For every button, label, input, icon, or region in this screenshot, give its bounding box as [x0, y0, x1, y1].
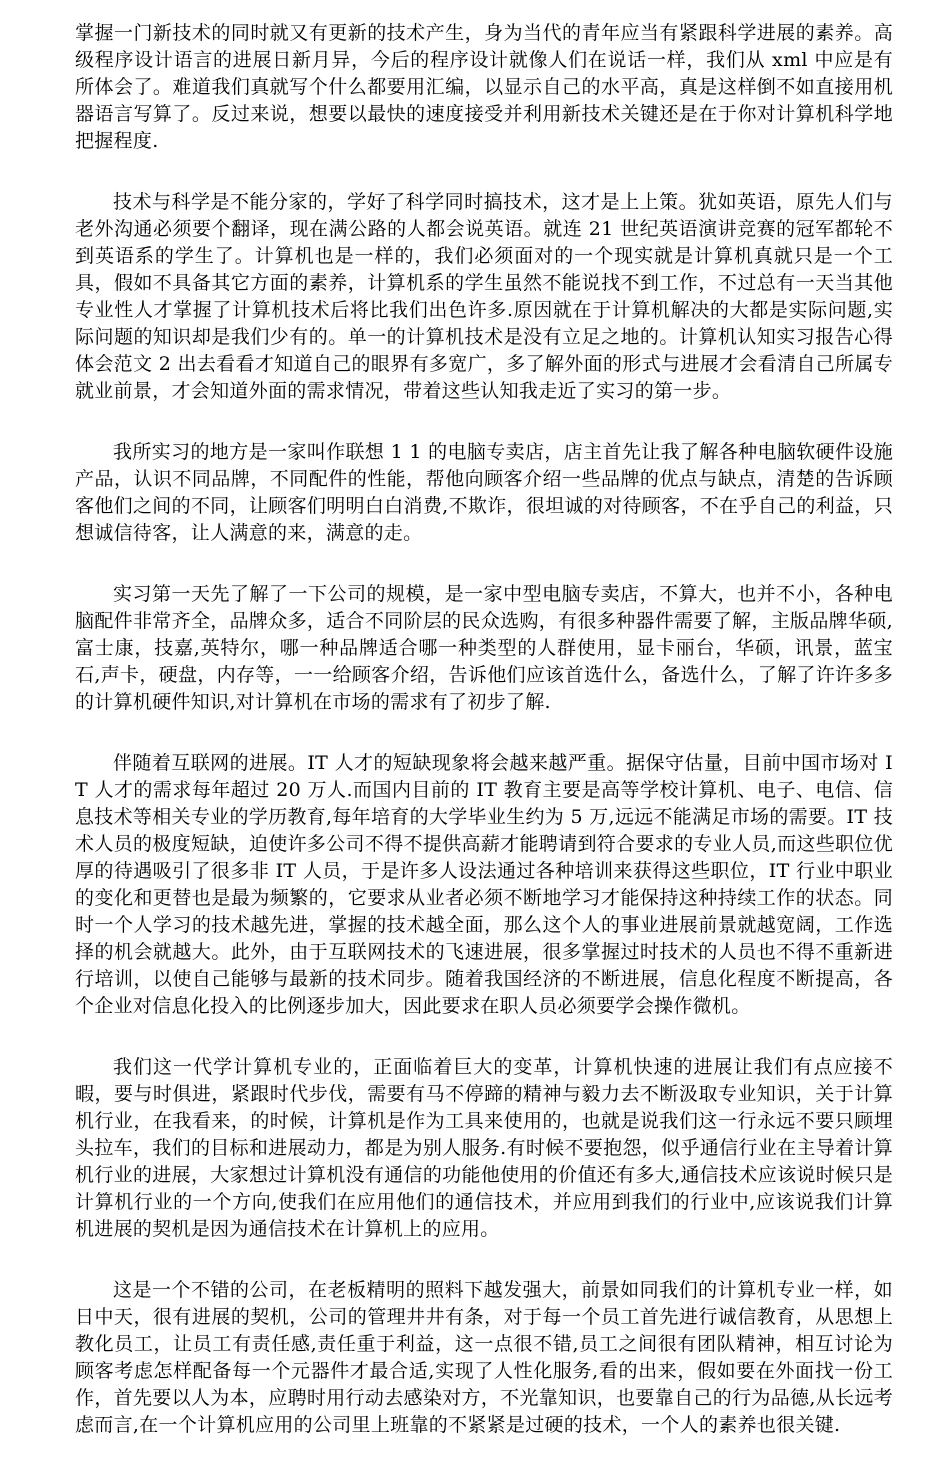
paragraph: 我们这一代学计算机专业的，正面临着巨大的变革，计算机快速的进展让我们有点应接不暇，要与时俱进，紧跟时代步伐，需要有马不停蹄的精神与毅力去不断汲取专业知识，关于计算机行业，在我看来，的时候，计算机是作为工具来使用的，也就是说我们这一行永远不要只顾埋头拉车，我们的目标和进展动力，都是为别人服务.有时候不要抱怨，似乎通信行业在主导着计算机行业的进展，大家想过计算机没有通信的功能他使用的价值还有多大,通信技术应该说时候只是计算机行业的一个方向,使我们在应用他们的通信技术，并应用到我们的行业中,应该说我们计算机进展的契机是因为通信技术在计算机上的应用。 — [75, 1056, 893, 1240]
document-page — [75, 20, 893, 1473]
paragraph: 技术与科学是不能分家的，学好了科学同时搞技术，这才是上上策。犹如英语，原先人们与老外沟通必须要个翻译，现在满公路的人都会说英语。就连 21 世纪英语演讲竞赛的冠军都轮不到英语系的学生了。计算机也是一样的，我们必须面对的一个现实就是计算机真就只是一个工具，假如不具备其它方面的素养，计算机系的学生虽然不能说找不到工作，不过总有一天当其他专业性人才掌握了计算机技术后将比我们出色许多.原因就在于计算机解决的大都是实际问题,实际问题的知识却是我们少有的。单一的计算机技术是没有立足之地的。计算机认知实习报告心得体会范文 2 出去看看才知道自己的眼界有多宽广，多了解外面的形式与进展才会看清自己所属专就业前景，才会知道外面的需求情况，带着这些认知我走近了实习的第一步。 — [75, 191, 893, 402]
paragraph: 我所实习的地方是一家叫作联想 1 1 的电脑专卖店，店主首先让我了解各种电脑软硬件设施产品，认识不同品牌，不同配件的性能，帮他向顾客介绍一些品牌的优点与缺点，清楚的告诉顾客他们之间的不同，让顾客们明明白白消费,不欺诈，很坦诚的对待顾客，不在乎自己的利益，只想诚信待客，让人满意的来，满意的走。 — [75, 441, 893, 544]
paragraph: 掌握一门新技术的同时就又有更新的技术产生，身为当代的青年应当有紧跟科学进展的素养。高级程序设计语言的进展日新月异，今后的程序设计就像人们在说话一样，我们从 xml 中应是有所体会了。难道我们真就写个什么都要用汇编，以显示自己的水平高，真是这样倒不如直接用机器语言写算了。反过来说，想要以最快的速度接受并利用新技术关键还是在于你对计算机科学地把握程度. — [75, 22, 893, 152]
paragraph: 这是一个不错的公司，在老板精明的照料下越发强大，前景如同我们的计算机专业一样，如日中天，很有进展的契机，公司的管理井井有条，对于每一个员工首先进行诚信教育，从思想上教化员工，让员工有责任感,责任重于利益，这一点很不错,员工之间很有团队精神，相互讨论为顾客考虑怎样配备每一个元器件才最合适,实现了人性化服务,看的出来，假如要在外面找一份工作，首先要以人为本，应聘时用行动去感染对方，不光靠知识，也要靠自己的行为品德,从长远考虑而言,在一个计算机应用的公司里上班靠的不紧紧是过硬的技术，一个人的素养也很关键. — [75, 1279, 893, 1436]
paragraph: 实习第一天先了解了一下公司的规模，是一家中型电脑专卖店，不算大，也并不小，各种电脑配件非常齐全，品牌众多，适合不同阶层的民众选购，有很多种器件需要了解，主版品牌华硕,富士康，技嘉,英特尔，哪一种品牌适合哪一种类型的人群使用，显卡丽台，华硕，讯景，蓝宝石,声卡，硬盘，内存等，一一给顾客介绍，告诉他们应该首选什么，备选什么，了解了许许多多的计算机硬件知识,对计算机在市场的需求有了初步了解. — [75, 583, 893, 713]
paragraph: 伴随着互联网的进展。IT 人才的短缺现象将会越来越严重。据保守估量，目前中国市场对 IT 人才的需求每年超过 20 万人.而国内目前的 IT 教育主要是高等学校计算机、电子、电信、信息技术等相关专业的学历教育,每年培育的大学毕业生约为 5 万,远远不能满足市场的需要。IT 技术人员的极度短缺，迫使许多公司不得不提供高薪才能聘请到符合要求的专业人员,而这些职位优厚的待遇吸引了很多非 IT 人员，于是许多人设法通过各种培训来获得这些职位，IT 行业中职业的变化和更替也是最为频繁的，它要求从业者必须不断地学习才能保持这种持续工作的状态。同时一个人学习的技术越先进，掌握的技术越全面，那么这个人的事业进展前景就越宽阔，工作选择的机会就越大。此外，由于互联网技术的飞速进展，很多掌握过时技术的人员也不得不重新进行培训，以使自己能够与最新的技术同步。随着我国经济的不断进展，信息化程度不断提高，各个企业对信息化投入的比例逐步加大，因此要求在职人员必须要学会操作微机。 — [75, 752, 893, 1017]
